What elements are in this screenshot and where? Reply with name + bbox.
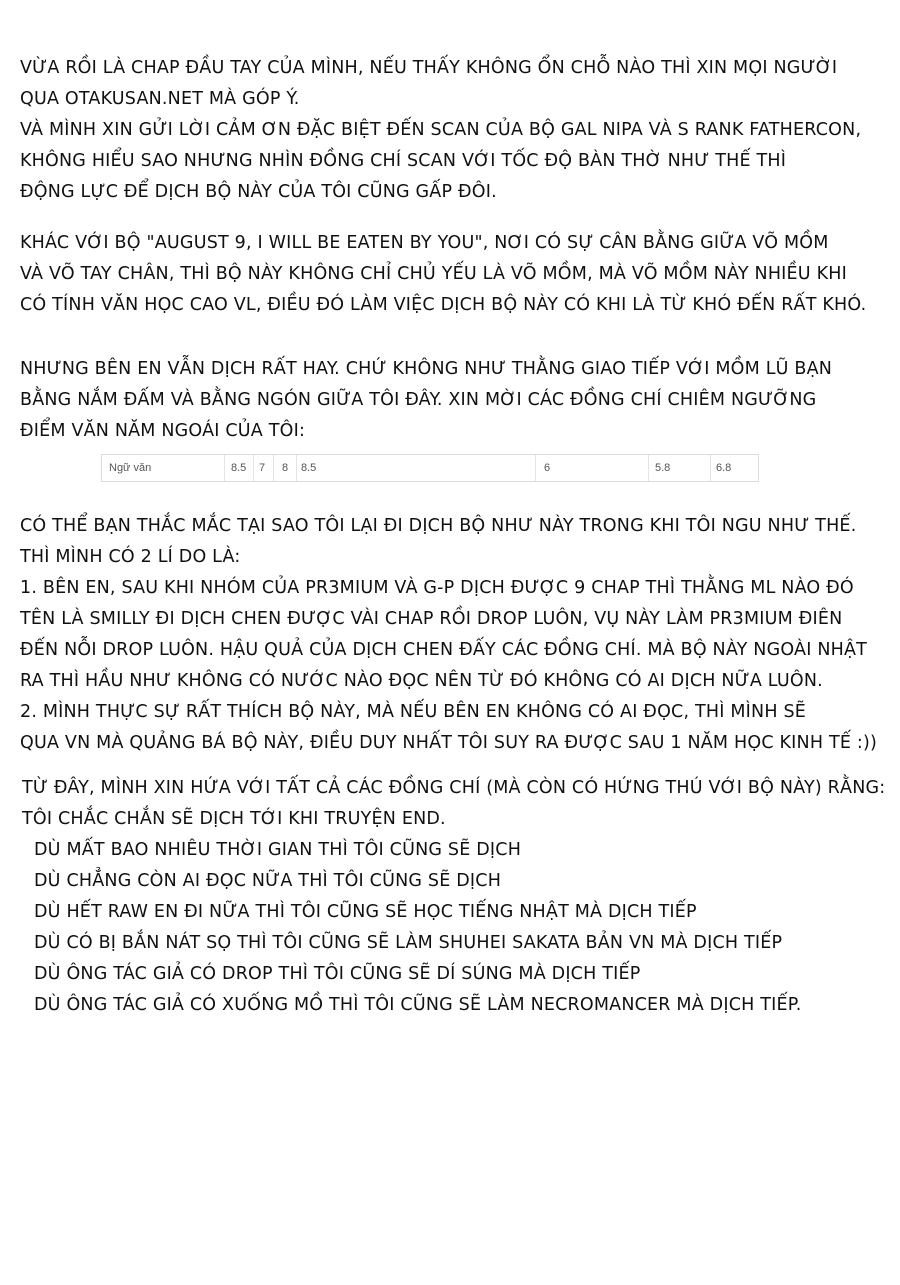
- subject-cell: Ngữ văn: [109, 462, 152, 474]
- promise-line: DÙ MẤT BAO NHIÊU THỜI GIAN THÌ TÔI CŨNG SẼ DỊCH: [34, 840, 522, 860]
- table-divider: [648, 455, 649, 481]
- text-line: QUA OTAKUSAN.NET MÀ GÓP Ý.: [20, 89, 300, 109]
- score-cell: 5.8: [655, 462, 671, 474]
- table-divider: [273, 455, 274, 481]
- text-line: CÓ TÍNH VĂN HỌC CAO VL, ĐIỀU ĐÓ LÀM VIỆC DỊCH BỘ NÀY CÓ KHI LÀ TỪ KHÓ ĐẾN RẤT KHÓ.: [20, 295, 867, 315]
- text-line: VỪA RỒI LÀ CHAP ĐẦU TAY CỦA MÌNH, NẾU THẤY KHÔNG ỔN CHỖ NÀO THÌ XIN MỌI NGƯỜI: [20, 58, 838, 78]
- table-divider: [253, 455, 254, 481]
- promise-paragraph: [22, 773, 885, 1021]
- text-line: THÌ MÌNH CÓ 2 LÍ DO LÀ:: [20, 547, 241, 567]
- text-line: TÊN LÀ SMILLY ĐI DỊCH CHEN ĐƯỢC VÀI CHAP RỒI DROP LUÔN, VỤ NÀY LÀM PR3MIUM ĐIÊN: [20, 609, 843, 629]
- promise-line: DÙ CHẲNG CÒN AI ĐỌC NỮA THÌ TÔI CŨNG SẼ DỊCH: [34, 871, 502, 891]
- text-line: 1. BÊN EN, SAU KHI NHÓM CỦA PR3MIUM VÀ G-P DỊCH ĐƯỢC 9 CHAP THÌ THẰNG ML NÀO ĐÓ: [20, 578, 854, 598]
- score-cell: 6.8: [716, 462, 732, 474]
- score-cell: 8.5: [301, 462, 317, 474]
- promise-line: DÙ ÔNG TÁC GIẢ CÓ DROP THÌ TÔI CŨNG SẼ DÍ SÚNG MÀ DỊCH TIẾP: [34, 964, 641, 984]
- text-line: ĐIỂM VĂN NĂM NGOÁI CỦA TÔI:: [20, 421, 306, 441]
- score-cell: 8: [282, 462, 289, 474]
- reasons-paragraph: [20, 511, 877, 759]
- text-line: KHÔNG HIỂU SAO NHƯNG NHÌN ĐỒNG CHÍ SCAN VỚI TỐC ĐỘ BÀN THỜ NHƯ THẾ THÌ: [20, 151, 787, 171]
- score-cell: 6: [544, 462, 551, 474]
- table-divider: [535, 455, 536, 481]
- text-line: TÔI CHẮC CHẮN SẼ DỊCH TỚI KHI TRUYỆN END.: [22, 809, 446, 829]
- text-line: KHÁC VỚI BỘ "AUGUST 9, I WILL BE EATEN BY YOU", NƠI CÓ SỰ CÂN BẰNG GIỮA VÕ MỒM: [20, 233, 829, 253]
- intro-paragraph: [20, 53, 861, 208]
- literature-score-table: [101, 454, 759, 482]
- text-line: ĐỘNG LỰC ĐỂ DỊCH BỘ NÀY CỦA TÔI CŨNG GẤP ĐÔI.: [20, 182, 497, 202]
- score-cell: 7: [259, 462, 266, 474]
- table-divider: [710, 455, 711, 481]
- promise-line: DÙ HẾT RAW EN ĐI NỮA THÌ TÔI CŨNG SẼ HỌC TIẾNG NHẬT MÀ DỊCH TIẾP: [34, 902, 697, 922]
- text-line: VÀ VÕ TAY CHÂN, THÌ BỘ NÀY KHÔNG CHỈ CHỦ YẾU LÀ VÕ MỒM, MÀ VÕ MỒM NÀY NHIỀU KHI: [20, 264, 847, 284]
- text-line: ĐẾN NỖI DROP LUÔN. HẬU QUẢ CỦA DỊCH CHEN ĐẤY CÁC ĐỒNG CHÍ. MÀ BỘ NÀY NGOÀI NHẬT: [20, 640, 868, 660]
- text-line: TỪ ĐÂY, MÌNH XIN HỨA VỚI TẤT CẢ CÁC ĐỒNG CHÍ (MÀ CÒN CÓ HỨNG THÚ VỚI BỘ NÀY) RẰNG:: [22, 778, 886, 798]
- table-divider: [296, 455, 297, 481]
- table-divider: [224, 455, 225, 481]
- text-line: RA THÌ HẦU NHƯ KHÔNG CÓ NƯỚC NÀO ĐỌC NÊN TỪ ĐÓ KHÔNG CÓ AI DỊCH NỮA LUÔN.: [20, 671, 823, 691]
- promise-line: DÙ ÔNG TÁC GIẢ CÓ XUỐNG MỒ THÌ TÔI CŨNG SẼ LÀM NECROMANCER MÀ DỊCH TIẾP.: [34, 995, 802, 1015]
- promise-line: DÙ CÓ BỊ BẮN NÁT SỌ THÌ TÔI CŨNG SẼ LÀM SHUHEI SAKATA BẢN VN MÀ DỊCH TIẾP: [34, 933, 783, 953]
- text-line: BẰNG NẮM ĐẤM VÀ BẰNG NGÓN GIỮA TÔI ĐÂY. XIN MỜI CÁC ĐỒNG CHÍ CHIÊM NGƯỠNG: [20, 390, 817, 410]
- text-line: VÀ MÌNH XIN GỬI LỜI CẢM ƠN ĐẶC BIỆT ĐẾN SCAN CỦA BỘ GAL NIPA VÀ S RANK FATHERCON,: [20, 120, 862, 140]
- comparison-paragraph: [20, 228, 866, 321]
- text-line: CÓ THỂ BẠN THẮC MẮC TẠI SAO TÔI LẠI ĐI DỊCH BỘ NHƯ NÀY TRONG KHI TÔI NGU NHƯ THẾ.: [20, 516, 857, 536]
- text-line: 2. MÌNH THỰC SỰ RẤT THÍCH BỘ NÀY, MÀ NẾU BÊN EN KHÔNG CÓ AI ĐỌC, THÌ MÌNH SẼ: [20, 702, 807, 722]
- score-cell: 8.5: [231, 462, 247, 474]
- text-line: NHƯNG BÊN EN VẪN DỊCH RẤT HAY. CHỨ KHÔNG NHƯ THẰNG GIAO TIẾP VỚI MỒM LŨ BẠN: [20, 359, 833, 379]
- praise-paragraph: [20, 354, 832, 447]
- text-line: QUA VN MÀ QUẢNG BÁ BỘ NÀY, ĐIỀU DUY NHẤT TÔI SUY RA ĐƯỢC SAU 1 NĂM HỌC KINH TẾ :)): [20, 733, 878, 753]
